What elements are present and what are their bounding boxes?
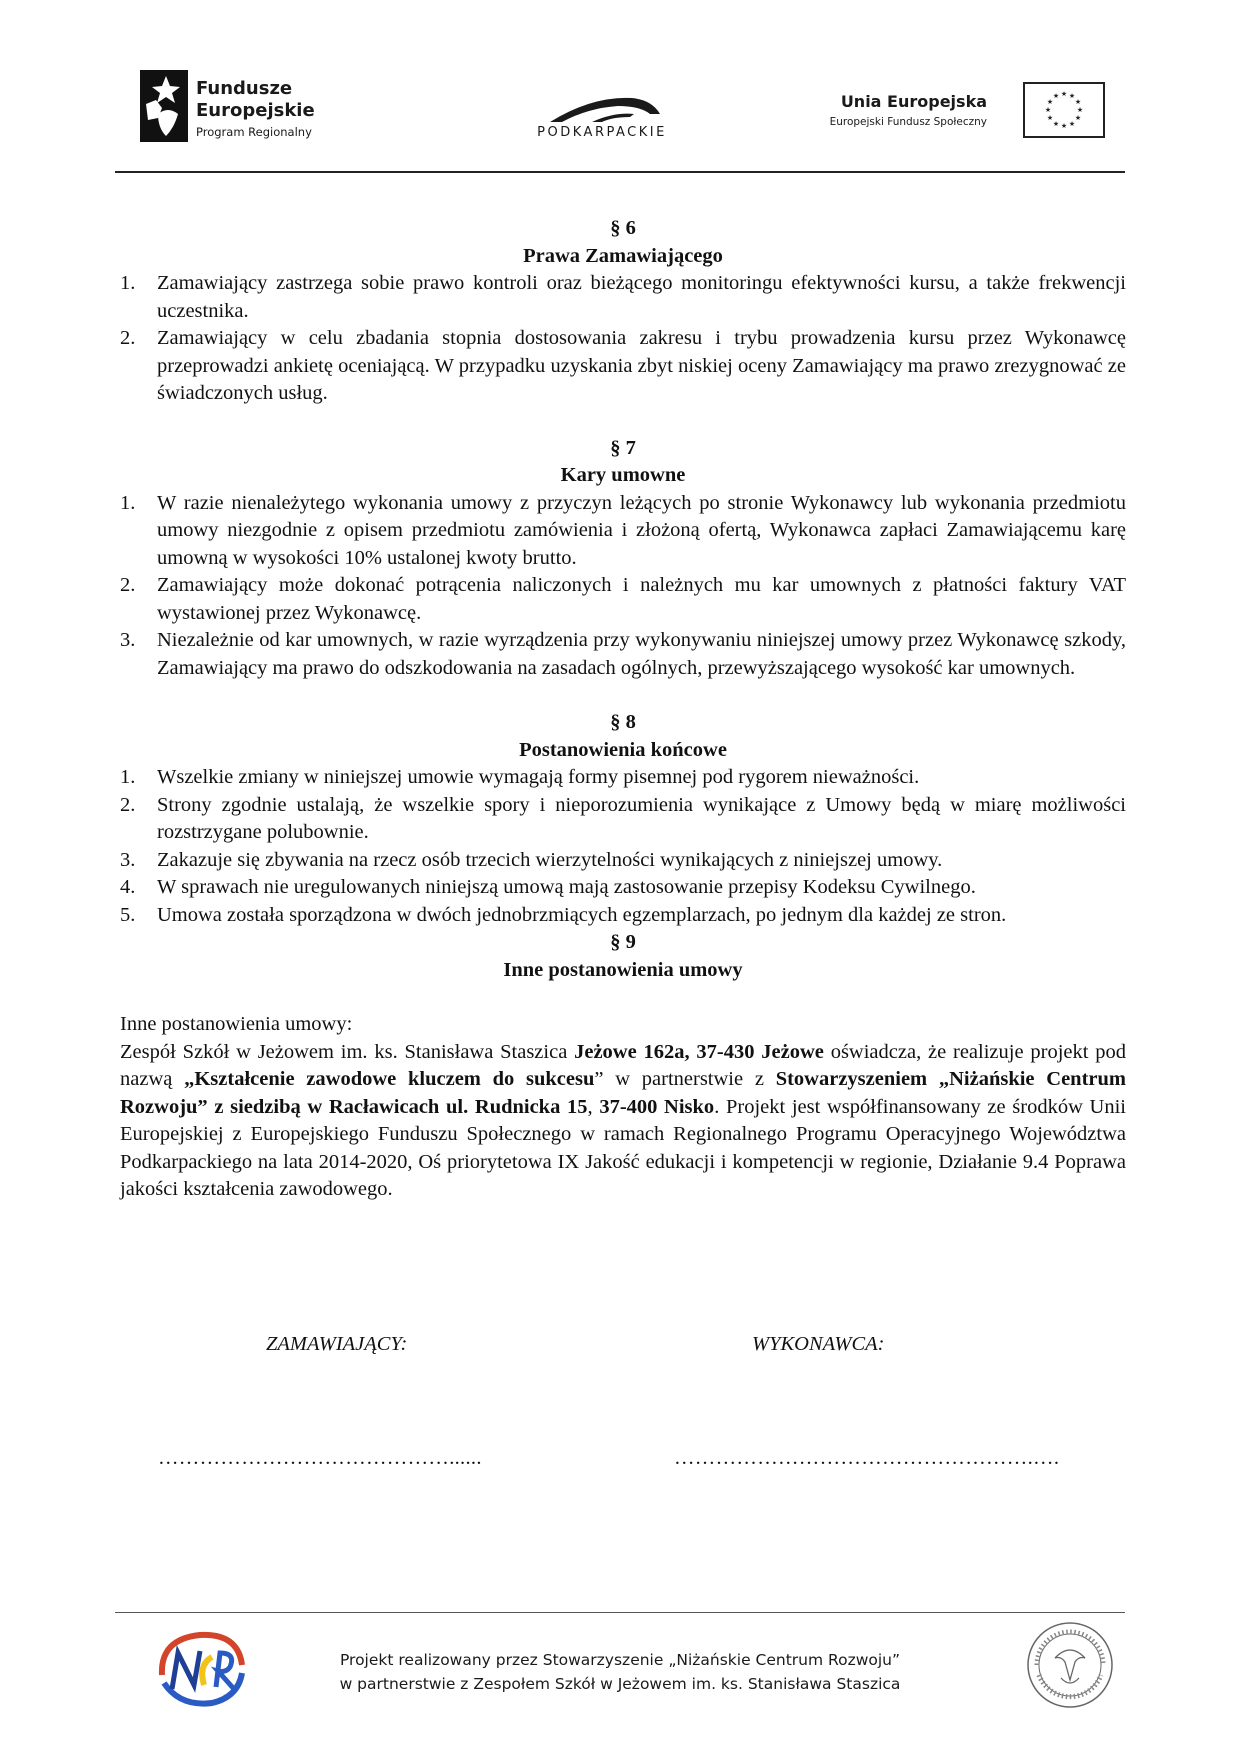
signature-line-right: …………………………………………….…. [674, 1447, 1060, 1469]
fe-logo-line2: Europejskie [196, 100, 315, 121]
signature-label-zamawiajacy: ZAMAWIAJĄCY: [266, 1333, 408, 1355]
section-number: § 8 [610, 711, 636, 733]
list-item [120, 764, 1126, 792]
item-number: 3. [120, 848, 136, 871]
list-item [120, 270, 1126, 325]
list-item [120, 874, 1126, 902]
item-text: Zamawiający może dokonać potrącenia naliczonych i należnych mu kar umownych z płatności faktury VAT wystawionej przez Wykonawcę. [157, 574, 1126, 624]
partner-city: 37-400 Nisko [599, 1095, 715, 1118]
item-number: 1. [120, 491, 136, 514]
document-body [120, 215, 1126, 1204]
svg-text:★: ★ [1076, 106, 1084, 114]
svg-text:★: ★ [1074, 114, 1082, 122]
item-number: 2. [120, 793, 136, 816]
item-text: Niezależnie od kar umownych, w razie wyrządzenia przy wykonywaniu niniejszej umowy przez Wykonawcę szkody, Zamawiający ma prawo do odszkodowania na zasadach ogólnych, przewyższającego wysokość kar umownych. [157, 629, 1126, 679]
item-text: W razie nienależytego wykonania umowy z przyczyn leżących po stronie Wykonawcy lub wykonania przedmiotu umowy niezgodnie z opisem przedmiotu zamówienia i złożoną ofertą, Wykonawca zapłaci Zamawiającemu karę umowną w wysokości 10% ustalonej kwoty brutto. [157, 491, 1126, 569]
footer-text [300, 1648, 940, 1696]
fe-logo-line3: Program Regionalny [196, 125, 312, 139]
item-number: 1. [120, 272, 136, 294]
item-number: 2. [120, 327, 136, 349]
podkarpackie-logo-text: PODKARPACKIE [537, 125, 667, 140]
paragraph-text: Zespół Szkół w Jeżowem im. ks. Stanisława Staszica [120, 1040, 575, 1063]
item-number: 4. [120, 876, 136, 898]
unia-europejska-logo [810, 82, 1105, 142]
list-item [120, 792, 1126, 847]
section-6 [120, 215, 1126, 408]
svg-text:★: ★ [1052, 92, 1060, 100]
signature-lines [120, 1447, 1126, 1477]
podkarpackie-mountain-logo-icon [522, 92, 682, 124]
item-text: Zamawiający zastrzega sobie prawo kontroli oraz bieżącego monitoringu efektywności kursu, a także frekwencji uczestnika. [157, 272, 1126, 322]
section-7 [120, 435, 1126, 683]
ue-logo-line2: Europejski Fundusz Społeczny [829, 116, 987, 128]
svg-text:★: ★ [1060, 90, 1068, 98]
fe-logo-line1: Fundusze [196, 78, 293, 99]
school-address: Jeżowe 162a, 37-430 Jeżowe [574, 1040, 824, 1063]
section-title: Kary umowne [560, 464, 686, 486]
eu-flag-icon [1023, 82, 1105, 138]
svg-text:★: ★ [1060, 122, 1068, 130]
svg-text:★: ★ [1068, 120, 1076, 128]
section-number: § 7 [610, 436, 636, 459]
list-item [120, 902, 1126, 930]
section-number: § 6 [610, 217, 636, 239]
paragraph-text: oświadcza, że realizuje projekt pod nazwą [120, 1040, 1126, 1090]
item-number: 3. [120, 629, 136, 651]
section-title: Inne postanowienia umowy [503, 958, 743, 981]
footer-divider [115, 1612, 1125, 1613]
signature-labels [120, 1333, 1126, 1363]
list-item [120, 627, 1126, 682]
podkarpackie-logo [522, 92, 682, 142]
section-intro: Inne postanowienia umowy: [120, 1013, 353, 1035]
item-text: Wszelkie zmiany w niniejszej umowie wymagają formy pisemnej pod rygorem nieważności. [157, 766, 920, 788]
section-paragraph [120, 1039, 1126, 1204]
list-item [120, 325, 1126, 408]
header-divider [115, 171, 1125, 173]
list-item [120, 847, 1126, 875]
fundusze-europejskie-logo-icon [140, 70, 188, 142]
section-number: § 9 [610, 931, 636, 953]
signature-label-wykonawca: WYKONAWCA: [752, 1333, 885, 1355]
item-text: Zamawiający w celu zbadania stopnia dostosowania zakresu i trybu prowadzenia kursu przez Wykonawcę przeprowadzi ankietę oceniającą. W przypadku uzyskania zbyt niskiej oceny Zamawiający ma prawo zrezygnować ze świadczonych usług. [157, 327, 1126, 404]
ncr-logo-icon [150, 1625, 250, 1710]
signature-line-left: ……………………………………...... [158, 1447, 482, 1469]
footer-line1: Projekt realizowany przez Stowarzyszenie „Niżańskie Centrum Rozwoju” [339, 1651, 901, 1669]
item-number: 5. [120, 903, 136, 926]
svg-text:★: ★ [1068, 92, 1076, 100]
item-text: W sprawach nie uregulowanych niniejszą umową mają zastosowanie przepisy Kodeksu Cywilnego. [157, 876, 976, 898]
svg-text:★: ★ [1074, 98, 1082, 106]
section-title: Postanowienia końcowe [519, 738, 727, 761]
paragraph-text: . Projekt jest współfinansowany ze środków Unii Europejskiej z Europejskiego Funduszu Społecznego w ramach Regionalnego Programu Operacyjnego Województwa Podkarpackiego na lata 2014-2020, Oś priorytetowa IX Jakość edukacji i kompetencji w regionie, Działanie 9.4 Poprawa jakości kształcenia zawodowego. [120, 1095, 1126, 1200]
footer-line2: w partnerstwie z Zespołem Szkół w Jeżowem im. ks. Stanisława Staszica [339, 1675, 901, 1693]
list-item [120, 490, 1126, 573]
svg-text:★: ★ [1044, 106, 1052, 114]
partner-name: Stowarzyszeniem „Niżańskie Centrum Rozwoju” z siedzibą w Racławicach ul. Rudnicka 15 [120, 1068, 1126, 1118]
fundusze-europejskie-logo [140, 70, 360, 150]
page-header [0, 0, 1239, 175]
project-name: „Kształcenie zawodowe kluczem do sukcesu [184, 1068, 595, 1090]
svg-text:★: ★ [1046, 114, 1054, 122]
item-number: 1. [120, 766, 136, 788]
item-text: Zakazuje się zbywania na rzecz osób trzecich wierzytelności wynikających z niniejszej umowy. [157, 848, 943, 871]
ue-logo-line1: Unia Europejska [840, 92, 987, 111]
school-seal-icon [1025, 1620, 1115, 1710]
section-9 [120, 929, 1126, 1204]
list-item [120, 572, 1126, 627]
item-number: 2. [120, 574, 136, 596]
svg-text:★: ★ [1052, 120, 1060, 128]
section-title: Prawa Zamawiającego [523, 244, 723, 267]
item-text: Umowa została sporządzona w dwóch jednobrzmiących egzemplarzach, po jednym dla każdej ze stron. [157, 903, 1007, 926]
section-8 [120, 709, 1126, 929]
paragraph-text: ” w partnerstwie z [594, 1068, 776, 1090]
paragraph-text: , [587, 1095, 600, 1118]
item-text: Strony zgodnie ustalają, że wszelkie spory i nieporozumienia wynikające z Umowy będą w miarę możliwości rozstrzygane polubownie. [157, 793, 1126, 843]
svg-text:★: ★ [1046, 98, 1054, 106]
